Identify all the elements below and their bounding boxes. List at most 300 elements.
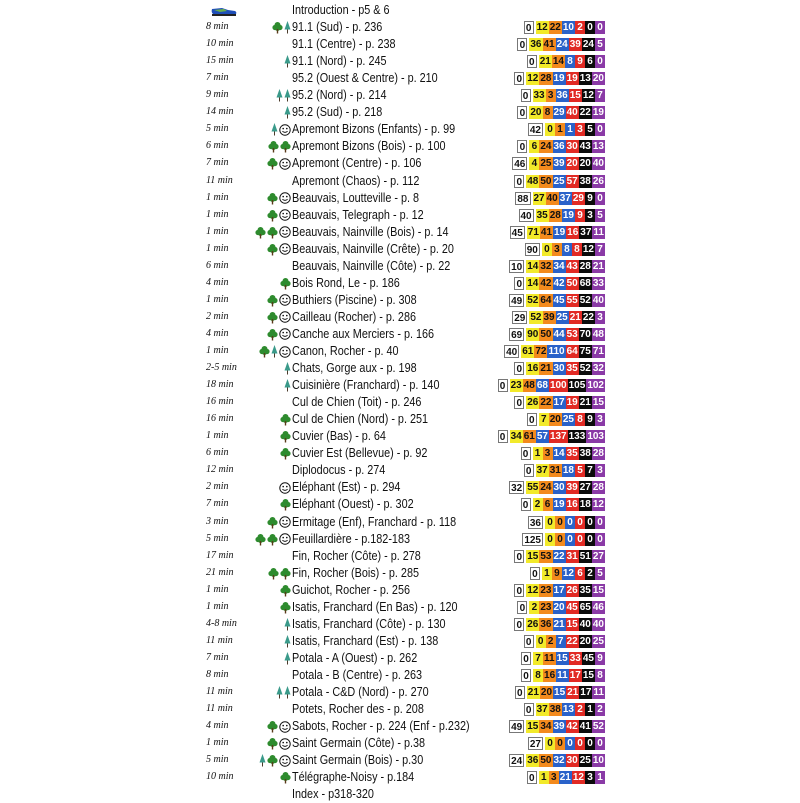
grade-count-6: 0 — [595, 533, 605, 546]
sector-title[interactable]: Beauvais, Loutteville - p. 8 — [292, 190, 420, 205]
sector-row — [0, 735, 800, 752]
sector-title[interactable]: Saint Germain (Bois) - p.30 — [292, 753, 424, 768]
tree-icon — [267, 192, 278, 205]
sector-title[interactable]: 95.2 (Sud) - p. 218 — [292, 105, 383, 120]
grade-count-2: 8 — [543, 106, 553, 119]
grade-count-5: 35 — [579, 584, 591, 596]
sector-row — [0, 496, 800, 513]
grade-count-0: 90 — [526, 244, 538, 256]
sector-row — [0, 138, 800, 155]
grade-count-5: 13 — [579, 73, 591, 85]
tree-icon — [280, 413, 291, 426]
grade-count-3: 17 — [553, 584, 565, 596]
grade-count-0: 0 — [514, 362, 524, 375]
approach-time: 21 min — [206, 566, 234, 578]
grade-count-5: 41 — [579, 721, 591, 733]
sector-title[interactable]: Isatis, Franchard (Côte) - p. 130 — [292, 616, 446, 631]
approach-time: 1 min — [206, 583, 229, 595]
grade-count-0: 0 — [514, 396, 524, 409]
pine-tree-icon — [284, 635, 291, 648]
grade-count-0: 125 — [524, 534, 541, 546]
grade-count-1: 8 — [533, 669, 543, 682]
pine-tree-icon — [284, 55, 291, 68]
grade-counts — [517, 38, 605, 51]
grade-count-6: 3 — [595, 464, 605, 477]
approach-time: 2 min — [206, 481, 229, 493]
grade-count-0: 0 — [514, 584, 524, 597]
sector-title[interactable]: Apremont Bizons (Enfants) - p. 99 — [292, 122, 456, 137]
sector-title[interactable]: Ermitage (Enf), Franchard - p. 118 — [292, 514, 457, 529]
grade-count-2: 23 — [540, 601, 552, 613]
approach-time: 6 min — [206, 140, 229, 152]
grade-count-2: 61 — [523, 431, 535, 443]
grade-count-3: 42 — [553, 277, 565, 289]
grade-count-4: 35 — [566, 448, 578, 460]
grade-counts — [509, 260, 605, 273]
sector-row — [0, 701, 800, 718]
sector-title[interactable]: Canon, Rocher - p. 40 — [292, 344, 399, 358]
sector-title[interactable]: Guichot, Rocher - p. 256 — [292, 582, 410, 597]
grade-count-2: 50 — [540, 755, 552, 767]
terrain-icons — [253, 701, 291, 718]
grade-count-3: 29 — [553, 107, 565, 119]
grade-count-2: 38 — [549, 704, 561, 716]
grade-count-0: 0 — [498, 430, 508, 443]
sector-title[interactable]: 95.2 (Nord) - p. 214 — [292, 88, 387, 103]
sector-title[interactable]: Cuisinière (Franchard) - p. 140 — [292, 378, 440, 393]
sector-title[interactable]: 91.1 (Centre) - p. 238 — [292, 37, 396, 52]
grade-count-0: 49 — [511, 295, 523, 307]
grade-count-1: 7 — [539, 413, 549, 426]
grade-count-4: 64 — [566, 346, 578, 357]
grade-count-4: 39 — [566, 482, 578, 494]
grade-count-6: 46 — [592, 601, 604, 613]
terrain-icons — [253, 684, 291, 701]
approach-time: 1 min — [206, 242, 229, 254]
sector-title[interactable]: Eléphant (Ouest) - p. 302 — [292, 497, 414, 512]
pine-tree-icon — [284, 89, 291, 102]
grade-count-4: 100 — [549, 380, 567, 392]
grade-count-6: 7 — [595, 89, 605, 102]
tree-icon — [267, 328, 278, 341]
grade-count-2: 0 — [555, 737, 565, 750]
sector-title[interactable]: Cul de Chien (Toit) - p. 246 — [292, 395, 422, 410]
pine-tree-icon — [284, 379, 291, 392]
approach-time: 7 min — [206, 72, 229, 84]
grade-count-4: 6 — [575, 567, 585, 580]
approach-time: 4 min — [206, 276, 229, 288]
approach-time: 16 min — [206, 396, 234, 408]
sector-title[interactable]: Potala - A (Ouest) - p. 262 — [292, 650, 418, 665]
grade-count-3: 19 — [562, 209, 574, 221]
grade-counts — [509, 481, 605, 494]
tree-icon — [267, 311, 278, 324]
grade-count-6: 11 — [593, 226, 604, 238]
sector-title[interactable]: 95.2 (Ouest & Centre) - p. 210 — [292, 71, 438, 86]
sector-title[interactable]: Apremont (Chaos) - p. 112 — [292, 173, 420, 188]
grade-count-0: 10 — [511, 261, 523, 273]
grade-count-4: 53 — [566, 328, 578, 340]
grade-count-4: 12 — [572, 772, 584, 784]
grade-count-5: 70 — [579, 328, 591, 340]
terrain-icons — [253, 633, 291, 650]
grade-count-1: 20 — [530, 107, 542, 119]
terrain-icons — [253, 479, 291, 496]
terrain-icons — [253, 87, 291, 104]
sector-row — [0, 479, 800, 496]
sector-title[interactable]: Bois Rond, Le - p. 186 — [292, 275, 400, 290]
grade-count-2: 39 — [543, 311, 555, 323]
grade-count-0: 0 — [524, 635, 534, 648]
grade-count-1: 21 — [539, 56, 551, 68]
grade-count-6: 0 — [595, 737, 605, 750]
sector-title[interactable]: Apremont Bizons (Bois) - p. 100 — [292, 139, 446, 154]
terrain-icons — [253, 616, 291, 633]
smiley-icon — [279, 346, 291, 358]
pine-tree-icon — [284, 652, 291, 665]
sector-row — [0, 309, 800, 326]
terrain-icons — [253, 2, 291, 19]
sector-title[interactable]: Chats, Gorge aux - p. 198 — [292, 361, 417, 376]
sector-title[interactable]: Potala - C&D (Nord) - p. 270 — [292, 685, 429, 699]
sector-title[interactable]: Fin, Rocher (Bois) - p. 285 — [292, 565, 420, 580]
sector-row — [0, 377, 800, 394]
smiley-icon — [279, 755, 291, 767]
grade-counts — [521, 498, 606, 511]
grade-count-6: 52 — [592, 721, 604, 733]
grade-count-0: 0 — [521, 498, 531, 511]
grade-count-2: 28 — [549, 209, 561, 221]
approach-time: 10 min — [206, 771, 234, 783]
sector-row — [0, 343, 800, 360]
sector-title[interactable]: Apremont (Centre) - p. 106 — [292, 156, 422, 171]
grade-count-2: 50 — [540, 175, 552, 187]
sector-row — [0, 599, 800, 616]
grade-count-5: 12 — [582, 90, 594, 102]
approach-time: 5 min — [206, 532, 229, 544]
grade-counts — [514, 550, 605, 563]
grade-count-5: 65 — [579, 601, 591, 613]
grade-count-0: 0 — [517, 38, 527, 51]
grade-count-3: 19 — [553, 499, 565, 511]
terrain-icons — [253, 190, 291, 207]
grade-count-2: 3 — [552, 243, 562, 256]
grade-count-2: 64 — [540, 294, 552, 306]
grade-counts — [522, 533, 605, 546]
grade-count-4: 9 — [575, 55, 585, 68]
approach-time: 4-8 min — [206, 617, 237, 629]
terrain-icons — [253, 496, 291, 513]
grade-count-1: 23 — [510, 380, 522, 392]
grade-count-3: 14 — [553, 448, 565, 460]
grade-count-2: 0 — [555, 516, 565, 529]
terrain-icons — [253, 650, 291, 667]
grade-count-6: 28 — [592, 482, 604, 494]
sector-row — [0, 667, 800, 684]
grade-count-4: 30 — [566, 755, 578, 767]
sector-title[interactable]: Introduction - p5 & 6 — [292, 3, 390, 17]
sector-title[interactable]: 91.1 (Nord) - p. 245 — [292, 54, 387, 69]
sector-title[interactable]: Eléphant (Est) - p. 294 — [292, 480, 401, 495]
sector-title[interactable]: Canche aux Merciers - p. 166 — [292, 326, 435, 341]
grade-counts — [527, 771, 605, 784]
grade-count-6: 28 — [592, 448, 604, 460]
sector-row — [0, 190, 800, 207]
grade-count-1: 2 — [529, 601, 539, 614]
sector-row — [0, 633, 800, 650]
sector-title[interactable]: Cuvier (Bas) - p. 64 — [292, 429, 386, 444]
approach-time: 1 min — [206, 737, 229, 749]
grade-count-4: 40 — [566, 107, 578, 119]
sector-row — [0, 2, 800, 19]
grade-counts — [512, 311, 605, 324]
approach-time: 18 min — [206, 379, 234, 391]
sector-title[interactable]: Cuvier Est (Bellevue) - p. 92 — [292, 446, 428, 461]
grade-count-3: 15 — [554, 687, 566, 698]
terrain-icons — [253, 565, 291, 582]
tree-icon — [267, 226, 278, 239]
grade-count-0: 0 — [530, 567, 540, 580]
tree-icon — [280, 498, 291, 511]
grade-count-6: 9 — [595, 652, 605, 665]
sector-title[interactable]: Isatis, Franchard (Est) - p. 138 — [292, 633, 439, 648]
sector-row — [0, 224, 800, 241]
sector-row — [0, 445, 800, 462]
smiley-icon — [279, 192, 291, 204]
grade-count-5: 20 — [579, 635, 591, 647]
grade-count-6: 19 — [592, 107, 604, 119]
sector-title[interactable]: Beauvais, Nainville (Crête) - p. 20 — [292, 241, 454, 256]
grade-counts — [512, 157, 605, 170]
grade-count-6: 3 — [595, 311, 605, 324]
grade-count-5: 0 — [585, 737, 595, 750]
terrain-icons — [253, 258, 291, 275]
grade-count-1: 0 — [545, 737, 555, 750]
tree-icon — [267, 294, 278, 307]
grade-count-1: 26 — [527, 618, 539, 630]
grade-count-0: 0 — [514, 175, 524, 188]
sector-title[interactable]: Beauvais, Telegraph - p. 12 — [292, 207, 424, 222]
sector-row — [0, 173, 800, 190]
grade-count-0: 32 — [511, 483, 523, 495]
grade-count-5: 38 — [579, 448, 591, 460]
sector-row — [0, 616, 800, 633]
grade-count-4: 20 — [566, 158, 578, 170]
grade-count-4: 15 — [569, 90, 581, 102]
grade-count-0: 0 — [498, 379, 508, 392]
grade-counts — [524, 703, 605, 716]
sector-title[interactable]: Saint Germain (Côte) - p.38 — [292, 736, 426, 751]
grade-count-6: 40 — [592, 294, 604, 306]
terrain-icons — [253, 343, 291, 360]
sector-title[interactable]: Cul de Chien (Nord) - p. 251 — [292, 412, 429, 427]
grade-count-6: 13 — [592, 141, 604, 153]
grade-count-0: 0 — [521, 447, 531, 460]
sector-title[interactable]: Télégraphe-Noisy - p.184 — [292, 770, 415, 785]
grade-count-1: 71 — [527, 226, 539, 238]
sector-title[interactable]: Feuillardière - p.182-183 — [292, 531, 411, 546]
grade-count-4: 43 — [566, 260, 578, 272]
terrain-icons — [253, 19, 291, 36]
tree-icon — [268, 140, 279, 153]
terrain-icons — [253, 360, 291, 377]
grade-counts — [514, 618, 605, 631]
tree-icon — [267, 157, 278, 170]
grade-count-3: 19 — [554, 226, 566, 238]
sector-title[interactable]: Sabots, Rocher - p. 224 (Enf - p.232) — [292, 719, 470, 734]
grade-counts — [528, 123, 605, 136]
grade-count-3: 25 — [553, 175, 565, 187]
grade-counts — [514, 277, 605, 290]
sector-row — [0, 275, 800, 292]
approach-time: 11 min — [206, 686, 233, 697]
sector-row — [0, 70, 800, 87]
approach-time: 1 min — [206, 225, 229, 237]
tree-icon — [280, 447, 291, 460]
sector-title[interactable]: Cailleau (Rocher) - p. 286 — [292, 309, 417, 324]
grade-counts — [498, 430, 605, 443]
grade-counts — [498, 379, 605, 392]
sector-title[interactable]: Beauvais, Nainville (Côte) - p. 22 — [292, 258, 451, 273]
approach-time: 3 min — [206, 515, 229, 527]
grade-count-3: 22 — [553, 550, 565, 562]
grade-count-5: 51 — [579, 550, 591, 562]
grade-count-4: 16 — [567, 226, 579, 238]
pine-tree-icon — [284, 106, 291, 119]
terrain-icons — [253, 241, 291, 258]
grade-count-4: 16 — [566, 499, 578, 511]
grade-count-4: 39 — [569, 39, 581, 51]
terrain-icons — [253, 309, 291, 326]
grade-count-1: 21 — [527, 687, 539, 698]
grade-count-6: 32 — [592, 363, 604, 375]
grade-count-0: 27 — [529, 739, 541, 751]
sector-title[interactable]: Potets, Rocher des - p. 208 — [292, 702, 424, 717]
approach-time: 15 min — [206, 55, 234, 67]
grade-count-3: 45 — [553, 294, 565, 306]
grade-count-1: 0 — [536, 635, 546, 648]
approach-time: 8 min — [206, 21, 229, 33]
grade-count-3: 0 — [565, 516, 575, 529]
grade-counts — [521, 669, 605, 682]
grade-count-5: 52 — [579, 363, 591, 375]
smiley-icon — [279, 482, 291, 494]
pine-tree-icon — [276, 686, 283, 699]
grade-count-0: 40 — [520, 210, 532, 222]
sector-title[interactable]: Fin, Rocher (Côte) - p. 278 — [292, 548, 421, 563]
grade-count-0: 36 — [529, 517, 541, 529]
sector-title[interactable]: Diplodocus - p. 274 — [292, 463, 386, 478]
terrain-icons — [253, 411, 291, 428]
smiley-icon — [279, 243, 291, 255]
grade-count-3: 17 — [553, 397, 565, 409]
terrain-icons — [253, 735, 291, 752]
grade-count-1: 61 — [522, 346, 534, 357]
grade-count-2: 42 — [540, 277, 552, 289]
grade-count-1: 35 — [536, 209, 548, 221]
sector-row — [0, 121, 800, 138]
grade-count-2: 16 — [544, 669, 556, 681]
tree-icon — [267, 754, 278, 767]
grade-counts — [509, 294, 605, 307]
tree-icon — [268, 567, 279, 580]
grade-count-6: 71 — [592, 346, 604, 357]
grade-count-6: 15 — [592, 397, 604, 409]
grade-count-2: 3 — [543, 447, 553, 460]
smiley-icon — [279, 209, 291, 221]
grade-count-3: 7 — [556, 635, 566, 648]
tree-icon — [255, 226, 266, 239]
grade-counts — [524, 635, 605, 648]
pine-tree-icon — [284, 362, 291, 375]
grade-count-4: 31 — [566, 550, 578, 562]
approach-time: 4 min — [206, 327, 229, 339]
grade-count-5: 105 — [568, 380, 586, 392]
tree-icon — [267, 243, 278, 256]
grade-counts — [514, 72, 605, 85]
grade-count-2: 3 — [549, 771, 559, 784]
terrain-icons — [253, 769, 291, 786]
grade-count-6: 10 — [592, 755, 604, 767]
grade-count-3: 1 — [565, 123, 575, 136]
grade-count-1: 4 — [529, 157, 539, 170]
sector-row — [0, 19, 800, 36]
smiley-icon — [279, 124, 291, 136]
grade-count-2: 41 — [540, 226, 553, 238]
grade-counts — [524, 464, 605, 477]
grade-count-6: 48 — [592, 328, 604, 340]
approach-time: 12 min — [206, 464, 234, 476]
sector-title[interactable]: Isatis, Franchard (En Bas) - p. 120 — [292, 599, 458, 614]
sector-row — [0, 718, 800, 735]
tree-icon — [280, 771, 291, 784]
sector-row — [0, 258, 800, 275]
sector-title[interactable]: Beauvais, Nainville (Bois) - p. 14 — [292, 224, 449, 239]
grade-count-5: 75 — [579, 346, 591, 357]
sector-title[interactable]: Index - p318-320 — [292, 787, 374, 802]
grade-counts — [528, 737, 605, 750]
smiley-icon — [279, 721, 291, 733]
grade-count-2: 50 — [540, 328, 552, 340]
tree-icon — [280, 140, 291, 153]
sector-title[interactable]: Buthiers (Piscine) - p. 308 — [292, 292, 417, 307]
grade-count-5: 15 — [582, 669, 594, 681]
grade-count-5: 3 — [585, 209, 595, 222]
sector-title[interactable]: 91.1 (Sud) - p. 236 — [292, 20, 383, 35]
grade-count-0: 0 — [527, 413, 537, 426]
terrain-icons — [253, 138, 291, 155]
grade-count-4: 35 — [566, 363, 578, 375]
grade-count-6: 5 — [595, 209, 605, 222]
grade-counts — [527, 55, 605, 68]
sector-row — [0, 769, 800, 786]
grade-count-5: 28 — [579, 260, 591, 272]
grade-count-6: 0 — [595, 123, 605, 136]
grade-count-1: 33 — [533, 90, 545, 102]
grade-count-3: 37 — [559, 192, 571, 204]
terrain-icons — [253, 445, 291, 462]
terrain-icons — [253, 428, 291, 445]
grade-count-1: 37 — [536, 465, 548, 477]
terrain-icons — [253, 326, 291, 343]
grade-count-0: 0 — [514, 277, 524, 290]
sector-row — [0, 684, 800, 701]
grade-count-3: 19 — [553, 73, 565, 85]
grade-count-2: 2 — [546, 635, 556, 648]
sector-row — [0, 752, 800, 769]
sector-title[interactable]: Potala - B (Centre) - p. 263 — [292, 667, 423, 682]
smiley-icon — [279, 294, 291, 306]
